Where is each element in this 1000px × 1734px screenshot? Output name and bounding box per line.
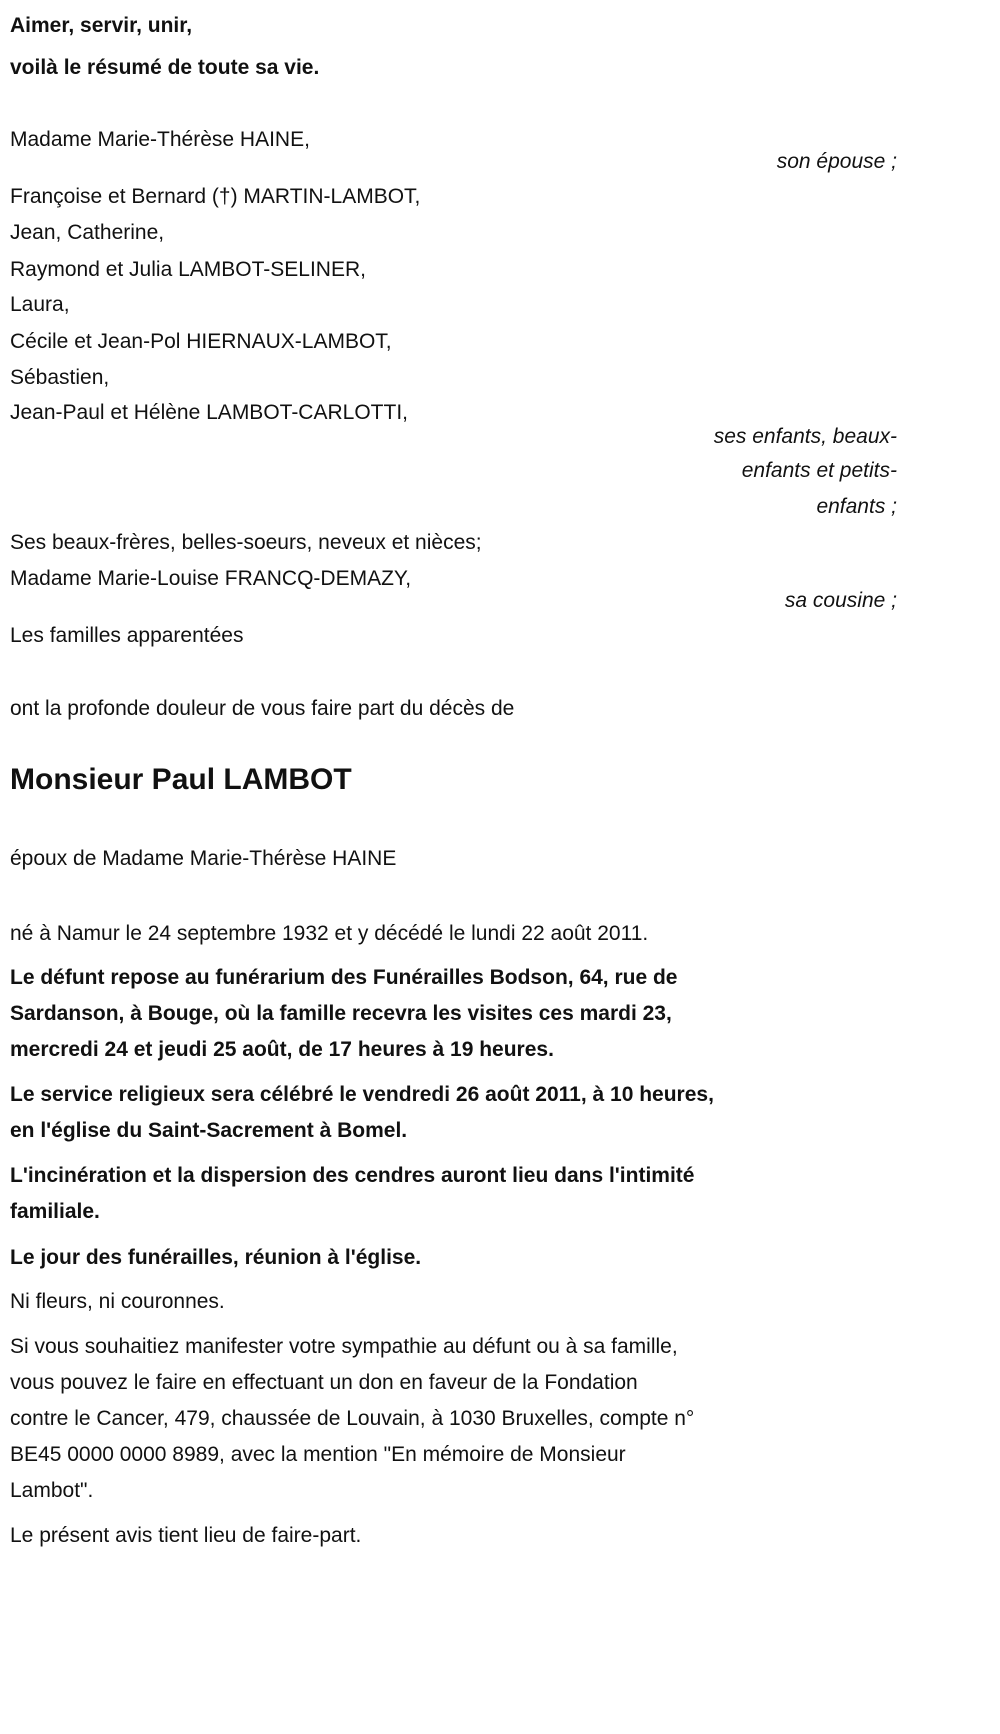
spouse-role: son épouse ;	[776, 150, 897, 173]
service-line: Le service religieux sera célébré le vendredi 26 août 2011, à 10 heures,	[10, 1083, 714, 1106]
donation-line: Lambot".	[10, 1479, 94, 1502]
families-line: Les familles apparentées	[10, 624, 244, 647]
flowers-line: Ni fleurs, ni couronnes.	[10, 1290, 225, 1313]
cremation-line: familiale.	[10, 1200, 100, 1223]
relatives-line: Ses beaux-frères, belles-soeurs, neveux et nièces;	[10, 531, 482, 554]
service-line: en l'église du Saint-Sacrement à Bomel.	[10, 1119, 408, 1142]
child-line: Cécile et Jean-Pol HIERNAUX-LAMBOT,	[10, 330, 392, 353]
donation-line: Si vous souhaitiez manifester votre sympathie au défunt ou à sa famille,	[10, 1335, 678, 1358]
children-role: enfants ;	[816, 495, 897, 518]
announcement: ont la profonde douleur de vous faire part du décès de	[10, 697, 515, 720]
donation-line: contre le Cancer, 479, chaussée de Louvain, à 1030 Bruxelles, compte n°	[10, 1407, 695, 1430]
child-line: Jean-Paul et Hélène LAMBOT-CARLOTTI,	[10, 401, 408, 424]
donation-line: BE45 0000 0000 8989, avec la mention "En mémoire de Monsieur	[10, 1443, 626, 1466]
meeting-line: Le jour des funérailles, réunion à l'église.	[10, 1246, 422, 1269]
motto-line: Aimer, servir, unir,	[10, 14, 193, 37]
donation-line: vous pouvez le faire en effectuant un don en faveur de la Fondation	[10, 1371, 638, 1394]
children-role: enfants et petits-	[741, 459, 897, 482]
child-line: Laura,	[10, 293, 70, 316]
children-role: ses enfants, beaux-	[713, 425, 897, 448]
spouse-name: Madame Marie-Thérèse HAINE,	[10, 128, 310, 151]
child-line: Françoise et Bernard (†) MARTIN-LAMBOT,	[10, 185, 421, 208]
child-line: Jean, Catherine,	[10, 221, 165, 244]
cousin-name: Madame Marie-Louise FRANCQ-DEMAZY,	[10, 567, 412, 590]
child-line: Raymond et Julia LAMBOT-SELINER,	[10, 258, 366, 281]
visits-line: Sardanson, à Bouge, où la famille recevra les visites ces mardi 23,	[10, 1002, 672, 1025]
visits-line: mercredi 24 et jeudi 25 août, de 17 heures à 19 heures.	[10, 1038, 554, 1061]
cousin-role: sa cousine ;	[784, 589, 897, 612]
birth-death: né à Namur le 24 septembre 1932 et y décédé le lundi 22 août 2011.	[10, 922, 649, 945]
closing-line: Le présent avis tient lieu de faire-part.	[10, 1524, 362, 1547]
spouse-of: époux de Madame Marie-Thérèse HAINE	[10, 847, 397, 870]
deceased-name: Monsieur Paul LAMBOT	[10, 763, 352, 796]
cremation-line: L'incinération et la dispersion des cendres auront lieu dans l'intimité	[10, 1164, 695, 1187]
child-line: Sébastien,	[10, 366, 110, 389]
visits-line: Le défunt repose au funérarium des Funérailles Bodson, 64, rue de	[10, 966, 678, 989]
motto-line: voilà le résumé de toute sa vie.	[10, 56, 320, 79]
